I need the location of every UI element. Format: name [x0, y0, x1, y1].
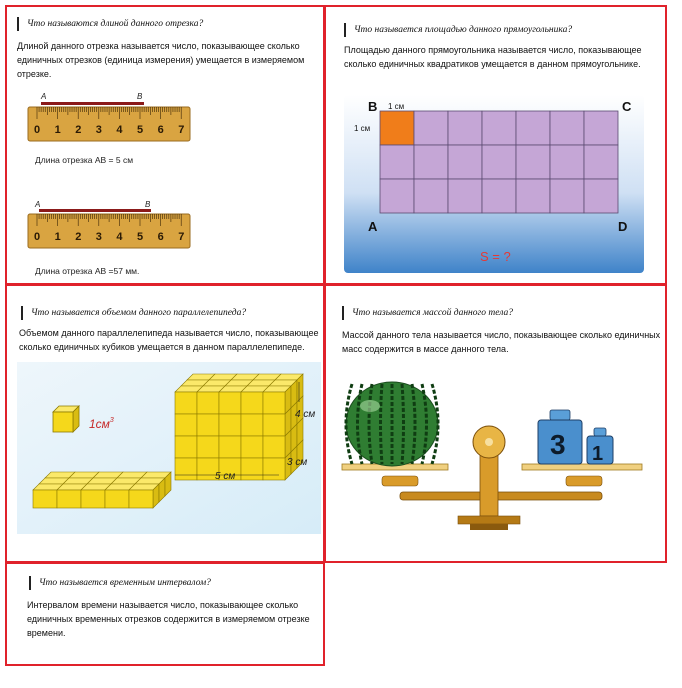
cube-front-face — [219, 436, 241, 458]
corner-a: A — [368, 219, 378, 234]
ruler-number: 6 — [157, 231, 164, 243]
ruler-number: 2 — [75, 124, 82, 136]
unit-cube-label: $1см^3$ — [89, 417, 114, 431]
cube-layer — [33, 472, 171, 508]
grid-cell — [414, 179, 448, 213]
cube-front-face — [219, 392, 241, 414]
scale-base — [458, 516, 520, 524]
area-formula: S = ? — [480, 249, 511, 264]
caption-length-1: Длина отрезка АВ = 5 см — [35, 155, 134, 165]
dim-width-label: 5 см — [215, 471, 236, 482]
ruler-number: 0 — [34, 124, 41, 136]
grid-cell — [584, 111, 618, 145]
grid-cell — [482, 111, 516, 145]
weight-3 — [538, 410, 582, 464]
ruler-number: 1 — [54, 231, 61, 243]
layer-front-face — [105, 490, 129, 508]
weight-1-label: 1 — [592, 443, 604, 465]
area-grid — [380, 111, 618, 213]
grid-cell — [550, 179, 584, 213]
grid-cell — [516, 145, 550, 179]
grid-cell — [584, 145, 618, 179]
question-mass: Что называется массой данного тела? — [342, 306, 513, 320]
ruler-number: 3 — [95, 231, 102, 243]
corner-d: D — [618, 219, 628, 234]
ruler-number: 4 — [116, 231, 123, 243]
grid-cell — [584, 179, 618, 213]
cube-front-face — [263, 392, 285, 414]
dim-depth-label: 3 см — [287, 457, 308, 468]
balance-scale-illustration — [340, 366, 656, 542]
grid-cell — [414, 145, 448, 179]
grid-cell — [414, 111, 448, 145]
grid-cell — [482, 179, 516, 213]
parallelepiped-box — [175, 374, 303, 480]
card-time — [5, 562, 325, 666]
weight-1 — [587, 428, 613, 465]
segment-ab — [41, 102, 144, 105]
ruler-number: 0 — [34, 231, 41, 243]
question-area: Что называется площадью данного прямоугольника? — [344, 23, 572, 37]
card-mass — [324, 284, 667, 563]
cube-front-face — [241, 414, 263, 436]
grid-cell — [448, 179, 482, 213]
ruler-illustration-2 — [25, 197, 195, 253]
definition-area: Площадью данного прямоугольника называется число, показывающее сколько единичных квадратиков умещается в данном прямоугольнике. — [344, 45, 642, 69]
label-point-b: B — [137, 92, 143, 101]
ruler-number: 3 — [95, 124, 102, 136]
grid-cell — [516, 111, 550, 145]
cube-front-face — [263, 458, 285, 480]
rectangle-grid-illustration — [344, 95, 644, 273]
weight-3-label: 3 — [550, 429, 566, 460]
label-point-b: B — [145, 200, 151, 209]
cube-front-face — [197, 436, 219, 458]
card-area — [324, 5, 667, 285]
ruler-number: 6 — [157, 124, 164, 136]
cube-front-face — [241, 458, 263, 480]
ruler-number: 5 — [137, 124, 144, 136]
ruler-number: 2 — [75, 231, 82, 243]
cube-front-face — [175, 414, 197, 436]
definition-mass: Массой данного тела называется число, показывающее сколько единичных масс содержится в массе данного тела. — [342, 330, 661, 354]
label-point-a: A — [35, 200, 41, 209]
cube-front-face — [263, 414, 285, 436]
ruler-number: 7 — [178, 231, 185, 243]
corner-c: C — [622, 99, 632, 114]
grid-cell — [448, 145, 482, 179]
corner-b: B — [368, 99, 378, 114]
grid-cell — [380, 145, 414, 179]
caption-length-2: Длина отрезка АВ =57 мм. — [35, 266, 140, 276]
parallelepiped-illustration — [17, 362, 321, 534]
segment-ab — [39, 209, 151, 212]
cube-front-face — [241, 392, 263, 414]
ruler-number: 4 — [116, 124, 123, 136]
definition-volume: Объемом данного параллелепипеда называется число, показывающее сколько единичных кубиков умещается в данном параллелепипеде. — [19, 328, 319, 352]
ruler-illustration-1 — [25, 89, 195, 145]
cube-front-face — [175, 458, 197, 480]
cube-front-face — [241, 436, 263, 458]
cube-front-face — [219, 414, 241, 436]
unit-cube — [53, 406, 79, 432]
unit-square — [380, 111, 414, 145]
grid-cell — [516, 179, 550, 213]
question-length: Что называются длиной данного отрезка? — [17, 17, 203, 31]
cube-front-face — [197, 392, 219, 414]
unit-side-label: 1 см — [354, 124, 371, 133]
grid-cell — [448, 111, 482, 145]
ruler-number: 7 — [178, 124, 185, 136]
grid-cell — [482, 145, 516, 179]
card-length — [5, 5, 325, 285]
layer-front-face — [129, 490, 153, 508]
label-point-a: A — [41, 92, 47, 101]
question-volume: Что называется объемом данного параллелепипеда? — [21, 306, 246, 320]
cube-front-face — [175, 392, 197, 414]
cube-front-face — [197, 414, 219, 436]
layer-front-face — [57, 490, 81, 508]
definition-time: Интервалом времени называется число, показывающее сколько единичных временных отрезков содержится в измеряемом отрезке времени. — [27, 600, 310, 638]
cube-front-face — [175, 436, 197, 458]
ruler-number: 5 — [137, 231, 144, 243]
grid-cell — [550, 145, 584, 179]
cube-front-face — [263, 436, 285, 458]
dim-height-label: 4 см — [295, 409, 316, 420]
card-volume — [5, 284, 325, 563]
definition-length: Длиной данного отрезка называется число, показывающее сколько единичных отрезков (единица измерения) умещается в измеряемом отрезке. — [17, 41, 305, 79]
layer-front-face — [33, 490, 57, 508]
ruler-number: 1 — [54, 124, 61, 136]
question-time: Что называется временным интервалом? — [29, 576, 211, 590]
unit-top-label: 1 см — [388, 102, 405, 111]
grid-cell — [550, 111, 584, 145]
layer-front-face — [81, 490, 105, 508]
right-pan — [522, 464, 642, 470]
grid-cell — [380, 179, 414, 213]
scale-beam — [400, 492, 602, 500]
